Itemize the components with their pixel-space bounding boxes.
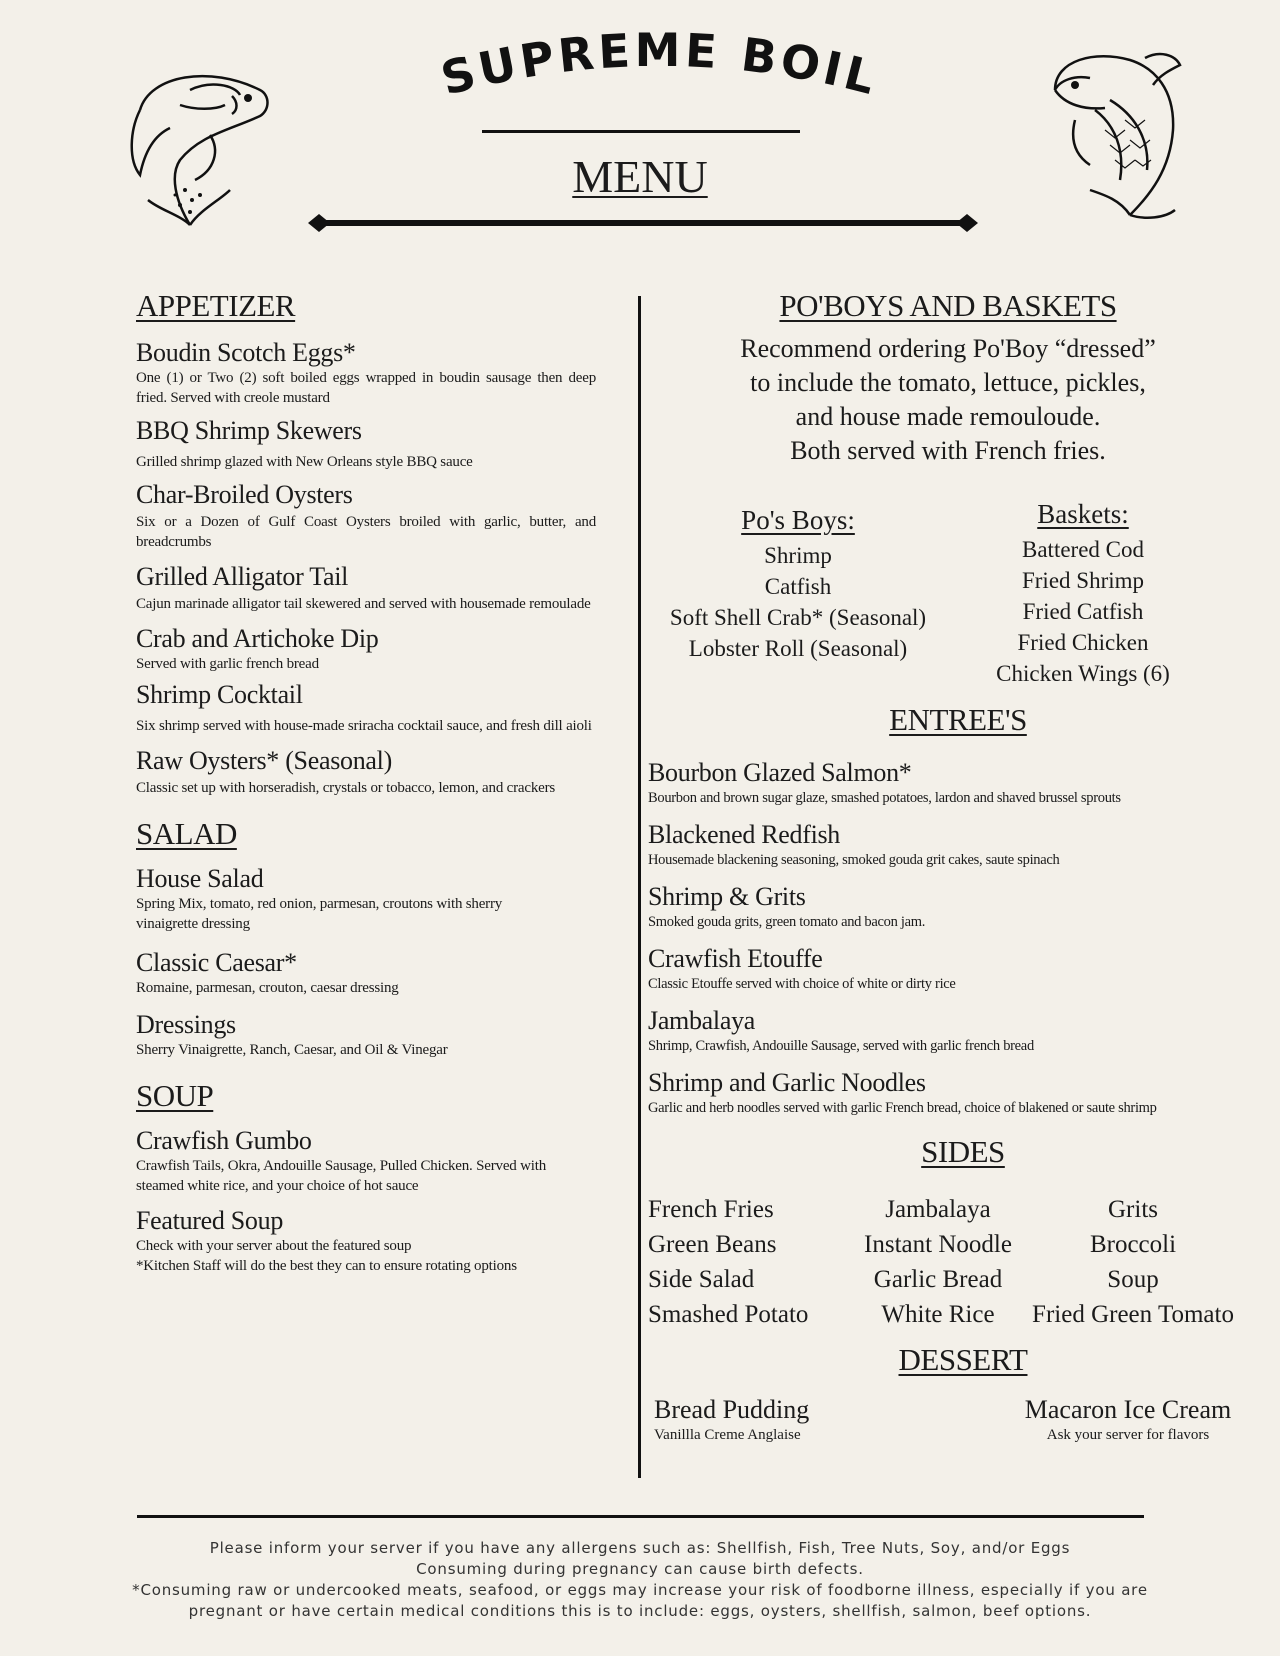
footer-line: *Consuming raw or undercooked meats, seafood, or eggs may increase your risk of foodborne illness, especially if you are pregnant or have certain medical conditions this is to include: eggs, oysters, shellfish, salmon, beef options. <box>132 1581 1148 1620</box>
entrees-list <box>648 758 1248 1118</box>
poboys-intro-line: Recommend ordering Po'Boy “dressed” <box>740 334 1156 363</box>
side-item: Jambalaya <box>885 1196 991 1223</box>
menu-item-desc: Six or a Dozen of Gulf Coast Oysters broiled with garlic, butter, and breadcrumbs <box>136 514 596 550</box>
menu-item-desc: Crawfish Tails, Okra, Andouille Sausage, Pulled Chicken. Served with steamed white rice, and your choice of hot sauce <box>136 1158 547 1194</box>
side-item: Green Beans <box>648 1231 777 1258</box>
side-item: Side Salad <box>648 1266 755 1293</box>
menu-item-name: Shrimp & Grits <box>648 882 806 911</box>
menu-item-name: Jambalaya <box>648 1006 756 1035</box>
menu-item-desc: Smoked gouda grits, green tomato and bacon jam. <box>648 914 926 930</box>
poboys-intro <box>648 332 1248 468</box>
side-item: Smashed Potato <box>648 1301 809 1328</box>
allergen-notice <box>130 1538 1150 1622</box>
poboys-list <box>648 502 948 664</box>
menu-item-desc: One (1) or Two (2) soft boiled eggs wrapped in boudin sausage then deep fried. Served with creole mustard <box>136 370 596 406</box>
side-item: Soup <box>1107 1266 1159 1293</box>
side-item: White Rice <box>881 1301 995 1328</box>
menu-heading: MENU <box>572 151 708 202</box>
poboys-baskets-lists <box>648 496 1248 696</box>
poboys-list-item: Catfish <box>764 574 832 599</box>
menu-item-name: Bourbon Glazed Salmon* <box>648 758 912 787</box>
fish-illustration-left <box>120 50 280 230</box>
baskets-list <box>948 496 1218 689</box>
poboys-intro-line: and house made remouloude. <box>795 402 1101 431</box>
menu-item-name: Dressings <box>136 1010 236 1039</box>
baskets-list-item: Battered Cod <box>1022 537 1144 562</box>
section-salad-title: SALAD <box>136 816 237 851</box>
menu-item-name: Boudin Scotch Eggs* <box>136 338 356 367</box>
menu-item-name: Grilled Alligator Tail <box>136 562 349 591</box>
side-item: Instant Noodle <box>864 1231 1012 1258</box>
right-column <box>648 288 1248 1464</box>
menu-item-name: Crawfish Etouffe <box>648 944 823 973</box>
fish-illustration-right <box>1035 30 1185 230</box>
menu-item-name: Crab and Artichoke Dip <box>136 624 379 653</box>
menu-item-name: House Salad <box>136 864 264 893</box>
section-soup-title: SOUP <box>136 1078 214 1113</box>
menu-item-name: Shrimp Cocktail <box>136 680 303 709</box>
sides-column <box>848 1192 1028 1332</box>
poboys-list-item: Shrimp <box>764 543 832 568</box>
appetizer-list <box>136 338 596 798</box>
side-item: French Fries <box>648 1196 774 1223</box>
menu-item-desc: Spring Mix, tomato, red onion, parmesan, croutons with sherry vinaigrette dressing <box>136 896 503 932</box>
sides-column <box>648 1192 808 1332</box>
section-poboys-title: PO'BOYS AND BASKETS <box>779 288 1117 323</box>
sides-column <box>1018 1192 1248 1332</box>
menu-item-note: *Kitchen Staff will do the best they can to ensure rotating options <box>136 1258 517 1274</box>
section-dessert-title: DESSERT <box>898 1342 1028 1377</box>
section-entrees-title: ENTREE'S <box>889 702 1027 737</box>
footer-line: Please inform your server if you have any allergens such as: Shellfish, Fish, Tree Nuts, Soy, and/or Eggs <box>209 1539 1071 1557</box>
menu-item-name: Raw Oysters* (Seasonal) <box>136 746 392 775</box>
menu-item-desc: Romaine, parmesan, crouton, caesar dressing <box>136 980 399 996</box>
menu-item-desc: Six shrimp served with house-made sriracha cocktail sauce, and fresh dill aioli <box>136 718 592 734</box>
side-item: Broccoli <box>1089 1231 1177 1258</box>
poboys-intro-line: to include the tomato, lettuce, pickles, <box>750 368 1146 397</box>
menu-item-desc: Vanillla Creme Anglaise <box>654 1427 801 1443</box>
side-item: Fried Green Tomato <box>1032 1301 1234 1328</box>
header-divider <box>482 130 800 133</box>
poboys-list-item: Lobster Roll (Seasonal) <box>688 636 908 661</box>
dessert-item <box>654 1394 809 1444</box>
baskets-list-item: Fried Catfish <box>1022 599 1144 624</box>
left-column <box>136 288 596 1276</box>
footer-line: Consuming during pregnancy can cause birth defects. <box>416 1560 864 1578</box>
side-item: Garlic Bread <box>873 1266 1003 1293</box>
baskets-list-item: Chicken Wings (6) <box>996 661 1170 686</box>
menu-item-desc: Bourbon and brown sugar glaze, smashed potatoes, lardon and shaved brussel sprouts <box>648 790 1121 806</box>
section-sides-title: SIDES <box>921 1134 1005 1169</box>
menu-item-desc: Garlic and herb noodles served with garlic French bread, choice of blakened or saute shrimp <box>648 1100 1157 1116</box>
brand-title <box>420 22 900 112</box>
menu-item-desc: Housemade blackening seasoning, smoked gouda grit cakes, saute spinach <box>648 852 1060 868</box>
menu-item-name: Classic Caesar* <box>136 948 297 977</box>
section-appetizer-title: APPETIZER <box>136 288 296 323</box>
dessert-item <box>1008 1394 1248 1444</box>
poboys-list-item: Soft Shell Crab* (Seasonal) <box>669 605 927 630</box>
baskets-list-title: Baskets: <box>1037 499 1129 529</box>
column-divider <box>638 296 641 1478</box>
dessert-list <box>648 1394 1248 1464</box>
poboys-list-title: Po's Boys: <box>741 505 855 535</box>
menu-item-name: Shrimp and Garlic Noodles <box>648 1068 926 1097</box>
menu-item-name: Macaron Ice Cream <box>1024 1395 1232 1424</box>
menu-item-desc: Cajun marinade alligator tail skewered and served with housemade remoulade <box>136 596 591 612</box>
salad-list <box>136 864 596 1060</box>
menu-item-name: Bread Pudding <box>654 1395 810 1424</box>
footer-divider <box>137 1515 1144 1518</box>
menu-item-desc: Sherry Vinaigrette, Ranch, Caesar, and Oil & Vinegar <box>136 1042 448 1058</box>
header-ornament-rule <box>308 212 978 234</box>
menu-item-desc: Ask your server for flavors <box>1046 1427 1210 1443</box>
menu-item-desc: Check with your server about the featured soup <box>136 1238 412 1254</box>
menu-item-name: Blackened Redfish <box>648 820 841 849</box>
menu-item-name: BBQ Shrimp Skewers <box>136 416 362 445</box>
poboys-intro-line: Both served with French fries. <box>790 436 1106 465</box>
baskets-list-item: Fried Shrimp <box>1021 568 1145 593</box>
baskets-list-item: Fried Chicken <box>1017 630 1149 655</box>
svg-text:SUPREME BOIL <box>436 23 885 106</box>
menu-item-desc: Grilled shrimp glazed with New Orleans style BBQ sauce <box>136 454 473 470</box>
menu-item-desc: Shrimp, Crawfish, Andouille Sausage, served with garlic french bread <box>648 1038 1034 1054</box>
menu-item-name: Char-Broiled Oysters <box>136 480 353 509</box>
brand-name: SUPREME BOIL <box>435 22 885 106</box>
soup-list <box>136 1126 596 1276</box>
sides-grid <box>648 1192 1248 1332</box>
menu-item-desc: Classic set up with horseradish, crystals or tobacco, lemon, and crackers <box>136 780 556 796</box>
side-item: Grits <box>1108 1196 1158 1223</box>
menu-item-name: Crawfish Gumbo <box>136 1126 312 1155</box>
menu-item-desc: Classic Etouffe served with choice of white or dirty rice <box>648 976 956 992</box>
menu-item-desc: Served with garlic french bread <box>136 656 319 672</box>
menu-item-name: Featured Soup <box>136 1206 284 1235</box>
